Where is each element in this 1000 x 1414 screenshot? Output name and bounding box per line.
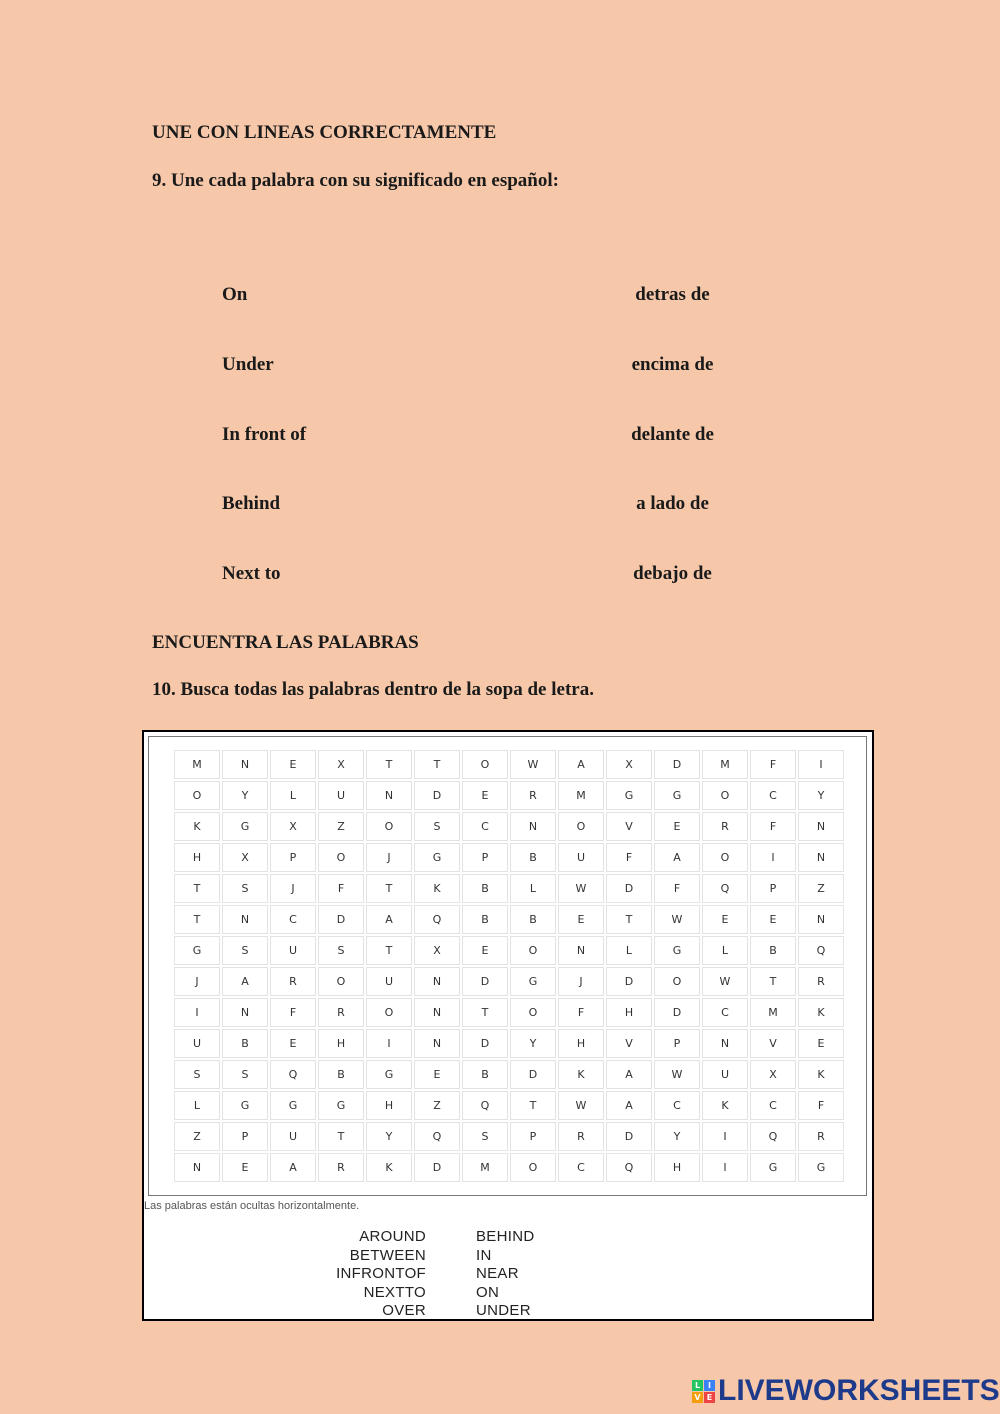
grid-cell[interactable]: K [414,874,460,903]
grid-cell[interactable]: D [510,1060,556,1089]
grid-cell[interactable]: M [750,998,796,1027]
grid-cell[interactable]: J [366,843,412,872]
grid-cell[interactable]: F [270,998,316,1027]
grid-cell[interactable]: R [510,781,556,810]
grid-cell[interactable]: N [174,1153,220,1182]
match-row [0,424,1000,454]
grid-cell[interactable]: V [750,1029,796,1058]
grid-cell[interactable]: R [798,1122,844,1151]
grid-cell[interactable]: W [702,967,748,996]
grid-cell[interactable]: L [270,781,316,810]
grid-cell[interactable]: N [558,936,604,965]
grid-cell[interactable]: T [174,874,220,903]
grid-cell[interactable]: K [366,1153,412,1182]
logo-mark-tile: E [704,1392,715,1403]
grid-cell[interactable]: L [606,936,652,965]
grid-cell[interactable]: D [606,1122,652,1151]
word-search-frame [148,736,867,1196]
grid-cell[interactable]: R [798,967,844,996]
grid-cell[interactable]: N [366,781,412,810]
word-list-item: BEHIND [476,1228,535,1245]
grid-cell[interactable]: T [366,936,412,965]
grid-cell[interactable]: Z [414,1091,460,1120]
grid-cell[interactable]: Y [222,781,268,810]
grid-cell[interactable]: K [798,998,844,1027]
english-word[interactable]: On [222,284,248,305]
grid-cell[interactable]: O [702,781,748,810]
grid-cell[interactable]: S [222,936,268,965]
grid-cell[interactable]: B [510,843,556,872]
grid-cell[interactable]: G [318,1091,364,1120]
grid-cell[interactable]: N [222,750,268,779]
grid-cell[interactable]: A [606,1091,652,1120]
grid-cell[interactable]: Z [174,1122,220,1151]
grid-cell[interactable]: U [702,1060,748,1089]
grid-cell[interactable]: O [366,812,412,841]
grid-cell[interactable]: R [318,998,364,1027]
grid-cell[interactable]: V [606,1029,652,1058]
grid-cell[interactable]: D [654,998,700,1027]
spanish-meaning[interactable]: delante de [631,424,714,445]
grid-cell[interactable]: P [510,1122,556,1151]
grid-cell[interactable]: N [222,998,268,1027]
grid-cell[interactable]: H [366,1091,412,1120]
grid-cell[interactable]: I [702,1122,748,1151]
grid-cell[interactable]: S [222,874,268,903]
spanish-meaning[interactable]: encima de [631,354,714,375]
grid-cell[interactable]: C [558,1153,604,1182]
grid-cell[interactable]: B [750,936,796,965]
grid-cell[interactable]: B [462,1060,508,1089]
word-list-item: NEAR [476,1265,519,1282]
grid-cell[interactable]: A [270,1153,316,1182]
grid-cell[interactable]: P [462,843,508,872]
spanish-meaning[interactable]: detras de [635,284,710,305]
grid-cell[interactable]: O [318,843,364,872]
grid-cell[interactable]: T [174,905,220,934]
grid-cell[interactable]: G [606,781,652,810]
grid-cell[interactable]: C [750,1091,796,1120]
grid-cell[interactable]: E [462,936,508,965]
grid-cell[interactable]: W [654,905,700,934]
grid-cell[interactable]: I [750,843,796,872]
grid-cell[interactable]: A [558,750,604,779]
grid-cell[interactable]: B [462,874,508,903]
grid-cell[interactable]: X [222,843,268,872]
grid-cell[interactable]: G [798,1153,844,1182]
grid-cell[interactable]: I [366,1029,412,1058]
grid-cell[interactable]: K [702,1091,748,1120]
grid-cell[interactable]: I [702,1153,748,1182]
grid-cell[interactable]: G [174,936,220,965]
grid-cell[interactable]: E [798,1029,844,1058]
grid-cell[interactable]: T [366,750,412,779]
grid-cell[interactable]: Q [462,1091,508,1120]
grid-cell[interactable]: Z [798,874,844,903]
word-list-right [476,1228,534,1321]
word-list-item: ON [476,1283,500,1301]
grid-cell[interactable]: R [270,967,316,996]
word-list-item: BETWEEN [349,1246,426,1264]
grid-cell[interactable]: D [606,874,652,903]
grid-cell[interactable]: W [558,1091,604,1120]
grid-cell[interactable]: W [558,874,604,903]
grid-cell[interactable]: E [462,781,508,810]
word-list-item: AROUND [359,1228,426,1245]
grid-cell[interactable]: O [558,812,604,841]
grid-cell[interactable]: K [174,812,220,841]
grid-cell[interactable]: F [750,750,796,779]
grid-cell[interactable]: E [750,905,796,934]
grid-cell[interactable]: U [270,1122,316,1151]
grid-cell[interactable]: E [558,905,604,934]
grid-cell[interactable]: O [702,843,748,872]
match-row [0,563,1000,593]
grid-cell[interactable]: G [222,812,268,841]
grid-cell[interactable]: G [366,1060,412,1089]
grid-cell[interactable]: F [798,1091,844,1120]
grid-cell[interactable]: C [462,812,508,841]
word-list-item: OVER [382,1302,426,1319]
word-list-left [336,1228,426,1321]
grid-cell[interactable]: A [654,843,700,872]
grid-cell[interactable]: O [510,1153,556,1182]
grid-cell[interactable]: G [654,936,700,965]
grid-cell[interactable]: S [318,936,364,965]
grid-cell[interactable]: S [222,1060,268,1089]
grid-cell[interactable]: E [222,1153,268,1182]
grid-cell[interactable]: T [750,967,796,996]
grid-cell[interactable]: X [606,750,652,779]
grid-cell[interactable]: Y [798,781,844,810]
grid-cell[interactable]: D [414,781,460,810]
grid-cell[interactable]: D [654,750,700,779]
grid-cell[interactable]: S [174,1060,220,1089]
section-title-word-search: ENCUENTRA LAS PALABRAS [152,632,419,653]
grid-cell[interactable]: O [510,936,556,965]
grid-cell[interactable]: P [654,1029,700,1058]
grid-cell[interactable]: O [510,998,556,1027]
grid-cell[interactable]: F [654,874,700,903]
grid-cell[interactable]: S [414,812,460,841]
word-list-item: NEXTTO [363,1283,426,1301]
grid-cell[interactable]: G [222,1091,268,1120]
grid-cell[interactable]: T [510,1091,556,1120]
liveworksheets-logo [692,1374,1000,1408]
grid-cell[interactable]: N [798,843,844,872]
logo-mark-tile: V [692,1392,703,1403]
grid-cell[interactable]: R [702,812,748,841]
grid-cell[interactable]: X [270,812,316,841]
grid-cell[interactable]: E [414,1060,460,1089]
grid-cell[interactable]: S [462,1122,508,1151]
grid-cell[interactable]: Q [414,1122,460,1151]
grid-cell[interactable]: C [750,781,796,810]
grid-cell[interactable]: N [702,1029,748,1058]
grid-cell[interactable]: X [750,1060,796,1089]
grid-cell[interactable]: T [366,874,412,903]
grid-cell[interactable]: C [702,998,748,1027]
grid-cell[interactable]: G [414,843,460,872]
grid-cell[interactable]: N [510,812,556,841]
grid-cell[interactable]: Q [702,874,748,903]
grid-cell[interactable]: D [462,967,508,996]
grid-cell[interactable]: O [654,967,700,996]
match-row [0,493,1000,523]
grid-cell[interactable]: K [798,1060,844,1089]
grid-cell[interactable]: N [414,998,460,1027]
grid-cell[interactable]: L [174,1091,220,1120]
grid-cell[interactable]: D [318,905,364,934]
grid-cell[interactable]: O [318,967,364,996]
grid-cell[interactable]: D [606,967,652,996]
grid-cell[interactable]: E [270,750,316,779]
grid-cell[interactable]: Q [798,936,844,965]
word-list-item: INFRONTOF [336,1265,426,1282]
grid-cell[interactable]: F [558,998,604,1027]
grid-cell[interactable]: A [222,967,268,996]
grid-cell[interactable]: E [270,1029,316,1058]
grid-cell[interactable]: M [462,1153,508,1182]
word-search-panel [142,730,874,1321]
grid-cell[interactable]: D [414,1153,460,1182]
match-row [0,284,1000,314]
grid-cell[interactable]: Y [654,1122,700,1151]
grid-cell[interactable]: P [270,843,316,872]
grid-cell[interactable]: G [750,1153,796,1182]
grid-cell[interactable]: X [414,936,460,965]
grid-cell[interactable]: H [558,1029,604,1058]
grid-cell[interactable]: Y [510,1029,556,1058]
grid-cell[interactable]: T [414,750,460,779]
word-search-instruction: 10. Busca todas las palabras dentro de la sopa de letra. [152,679,594,700]
grid-cell[interactable]: E [654,812,700,841]
grid-cell[interactable]: E [702,905,748,934]
grid-cell[interactable]: Z [318,812,364,841]
grid-cell[interactable]: R [558,1122,604,1151]
grid-cell[interactable]: O [366,998,412,1027]
grid-cell[interactable]: Q [270,1060,316,1089]
spanish-meaning[interactable]: debajo de [633,563,712,584]
english-word[interactable]: Behind [222,493,281,514]
brand-name: LIVEWORKSHEETS [718,1374,1000,1407]
grid-cell[interactable]: Q [750,1122,796,1151]
english-word[interactable]: In front of [222,424,307,445]
grid-cell[interactable]: P [222,1122,268,1151]
logo-mark-tile: I [704,1380,715,1391]
grid-cell[interactable]: C [270,905,316,934]
grid-cell[interactable]: G [270,1091,316,1120]
grid-cell[interactable]: B [222,1029,268,1058]
grid-cell[interactable]: A [606,1060,652,1089]
grid-cell[interactable]: Q [414,905,460,934]
grid-cell[interactable]: M [558,781,604,810]
grid-cell[interactable]: W [654,1060,700,1089]
grid-cell[interactable]: O [462,750,508,779]
grid-cell[interactable]: M [702,750,748,779]
grid-cell[interactable]: H [606,998,652,1027]
section-title-matching: UNE CON LINEAS CORRECTAMENTE [152,122,497,143]
grid-cell[interactable]: H [174,843,220,872]
word-list-item: UNDER [476,1302,531,1319]
grid-cell[interactable]: N [414,1029,460,1058]
grid-cell[interactable]: A [366,905,412,934]
grid-cell[interactable]: U [174,1029,220,1058]
grid-cell[interactable]: I [798,750,844,779]
grid-cell[interactable]: N [222,905,268,934]
match-row [0,354,1000,384]
grid-cell[interactable]: J [174,967,220,996]
grid-cell[interactable]: M [174,750,220,779]
grid-cell[interactable]: K [558,1060,604,1089]
grid-cell[interactable]: V [606,812,652,841]
grid-cell[interactable]: U [270,936,316,965]
puzzle-note: Las palabras están ocultas horizontalmente. [144,1200,360,1212]
matching-instruction: 9. Une cada palabra con su significado en español: [152,170,559,191]
grid-cell[interactable]: J [558,967,604,996]
logo-mark-tile: L [692,1380,703,1391]
grid-cell[interactable]: B [318,1060,364,1089]
grid-cell[interactable]: B [510,905,556,934]
grid-cell[interactable]: G [510,967,556,996]
grid-cell[interactable]: N [798,905,844,934]
grid-cell[interactable]: D [462,1029,508,1058]
grid-cell[interactable]: U [558,843,604,872]
grid-cell[interactable]: F [750,812,796,841]
liveworksheets-logo-icon [692,1380,715,1403]
grid-cell[interactable]: U [318,781,364,810]
grid-cell[interactable]: R [318,1153,364,1182]
grid-cell[interactable]: P [750,874,796,903]
grid-cell[interactable]: J [270,874,316,903]
grid-cell[interactable]: T [318,1122,364,1151]
grid-cell[interactable]: X [318,750,364,779]
grid-cell[interactable]: T [606,905,652,934]
grid-cell[interactable]: B [462,905,508,934]
grid-cell[interactable]: Q [606,1153,652,1182]
grid-cell[interactable]: U [366,967,412,996]
grid-cell[interactable]: T [462,998,508,1027]
grid-cell[interactable]: I [174,998,220,1027]
grid-cell[interactable]: N [798,812,844,841]
english-word[interactable]: Next to [222,563,281,584]
grid-cell[interactable]: G [654,781,700,810]
spanish-meaning[interactable]: a lado de [636,493,709,514]
grid-cell[interactable]: H [318,1029,364,1058]
grid-cell[interactable]: F [606,843,652,872]
letter-grid [174,750,844,1182]
grid-cell[interactable]: C [654,1091,700,1120]
grid-cell[interactable]: L [510,874,556,903]
grid-cell[interactable]: W [510,750,556,779]
grid-cell[interactable]: Y [366,1122,412,1151]
grid-cell[interactable]: H [654,1153,700,1182]
grid-cell[interactable]: F [318,874,364,903]
english-word[interactable]: Under [222,354,274,375]
word-list-item: IN [476,1246,492,1264]
grid-cell[interactable]: L [702,936,748,965]
grid-cell[interactable]: O [174,781,220,810]
grid-cell[interactable]: N [414,967,460,996]
